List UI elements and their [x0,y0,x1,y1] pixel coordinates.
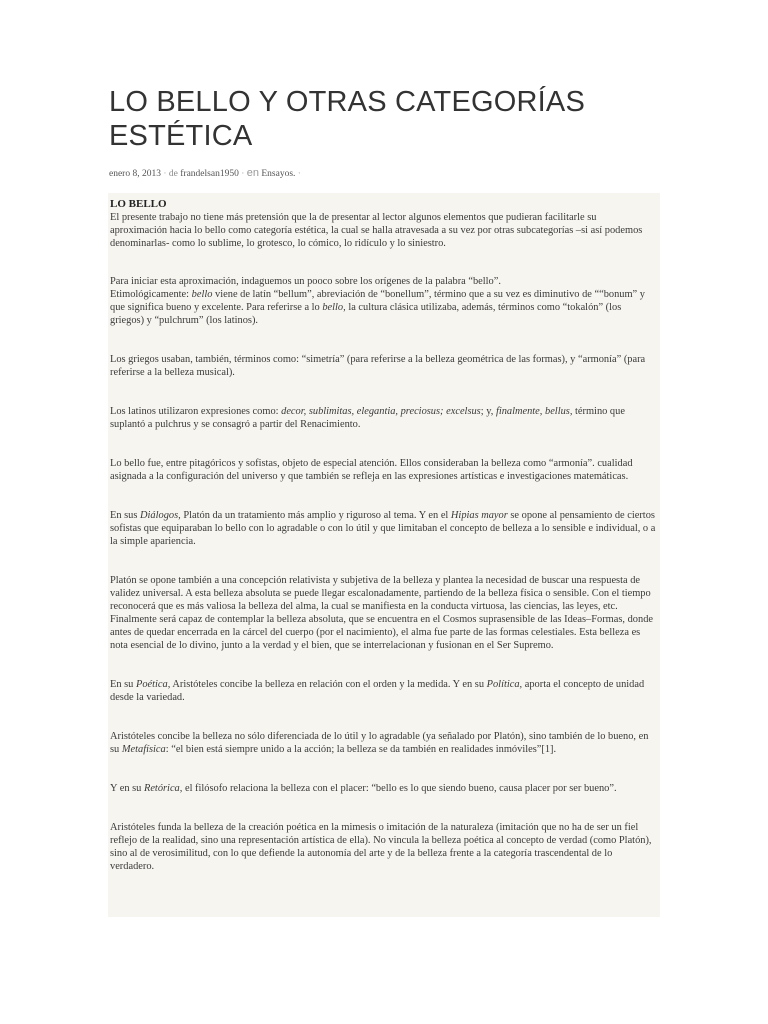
paragraph-origins: Para iniciar esta aproximación, indaguemos un pooco sobre los orígenes de la palabra “bello”. Etimológicamente: bello viene de latín “bellum”, abreviación de “bonellum”, término que a su vez es diminutivo de ““bonum” y que significa bueno y excelente. Para referirse a lo bello, la cultura clásica utilizaba, además, términos como “tokalón” (los griegos) y “pulchrum” (los latinos). [110,276,645,326]
paragraph-pythagoreans: Lo bello fue, entre pitagóricos y sofistas, objeto de especial atención. Ellos consideraban la belleza como “armonía”. cualidad asignada a la configuración del universo y que también se refleja en las expresiones artísticas e investigaciones matemáticas. [110,458,633,482]
page-title: LO BELLO Y OTRAS CATEGORÍAS ESTÉTICA [109,86,585,152]
meta-separator: · [295,169,301,179]
post-meta [109,167,301,179]
article-body [108,193,660,917]
category-prefix: en [246,167,259,179]
paragraph-mimesis: Aristóteles funda la belleza de la creación poética en la mimesis o imitación de la naturaleza (imitación que no ha de ser un fiel reflejo de la realidad, sino una representación artística de ella). No vincula la belleza poética al concepto de verdad (como Platón), sino al de verosimilitud, con lo que defiende la autonomía del arte y de la belleza frente a la categoría trascendental de lo verdadero. [110,822,652,872]
section-heading: LO BELLO [110,198,167,210]
paragraph-rhetoric: Y en su Retórica, el filósofo relaciona la belleza con el placer: “bello es lo que siendo bueno, causa placer por ser bueno”. [110,783,617,794]
category-link[interactable]: Ensayos. [261,169,296,179]
paragraph-intro: El presente trabajo no tiene más pretensión que la de presentar al lector algunos elementos que pudieran facilitarle su aproximación hacia lo bello como categoría estética, la cual se halla atravesada a su vez por otras subcategorías –si así podemos denominarlas- como lo sublime, lo grotesco, lo cómico, lo ridículo y lo siniestro. [110,212,643,249]
author-prefix: de [168,169,178,179]
paragraph-metaphysics: Aristóteles concibe la belleza no sólo diferenciada de lo útil y lo agradable (ya señalado por Platón), sino también de lo bueno, en su Metafísica: “el bien está siempre unido a la acción; la belleza se da también en realidades inmóviles”[1]. [110,731,649,755]
paragraph-latins: Los latinos utilizaron expresiones como: decor, sublimitas, elegantia, preciosus; excelsus; y, finalmente, bellus, término que suplantó a pulchrus y se consagró a partir del Renacimiento. [110,406,625,430]
paragraph-dialogues: En sus Diálogos, Platón da un tratamiento más amplio y riguroso al tema. Y en el Hipias mayor se opone al pensamiento de ciertos sofistas que equiparaban lo bello con lo agradable o con lo útil y que limitaban el concepto de belleza a lo sensible e individual, o a la simple apariencia. [110,510,656,547]
paragraph-greeks: Los griegos usaban, también, términos como: “simetría” (para referirse a la belleza geométrica de las formas), y “armonía” (para referirse a la belleza musical). [110,354,646,378]
author-link[interactable]: frandelsan1950 [180,169,239,179]
paragraph-plato: Platón se opone también a una concepción relativista y subjetiva de la belleza y plantea la necesidad de buscar una respuesta de validez universal. A esta belleza absoluta se puede llegar escalonadamente, partiendo de la belleza física o sensible. Con el tiempo reconocerá que es más valiosa la belleza del alma, la cual se manifiesta en la conducta virtuosa, las ciencias, las leyes, etc. Finalmente será capaz de contemplar la belleza absoluta, que se encuentra en el Cosmos suprasensible de las Ideas–Formas, donde antes de quedar encerrada en la cárcel del cuerpo (por el nacimiento), el alma fue parte de las formas celestiales. Esta belleza es nota esencial de lo divino, junto a la verdad y el bien, que se interrelacionan y fusionan en el Ser Supremo. [110,575,654,651]
meta-separator: · [238,169,247,179]
meta-separator: · [160,169,169,179]
post-date-link[interactable]: enero 8, 2013 [109,169,161,179]
paragraph-poetics: En su Poética, Aristóteles concibe la belleza en relación con el orden y la medida. Y en su Política, aporta el concepto de unidad desde la variedad. [110,679,645,703]
